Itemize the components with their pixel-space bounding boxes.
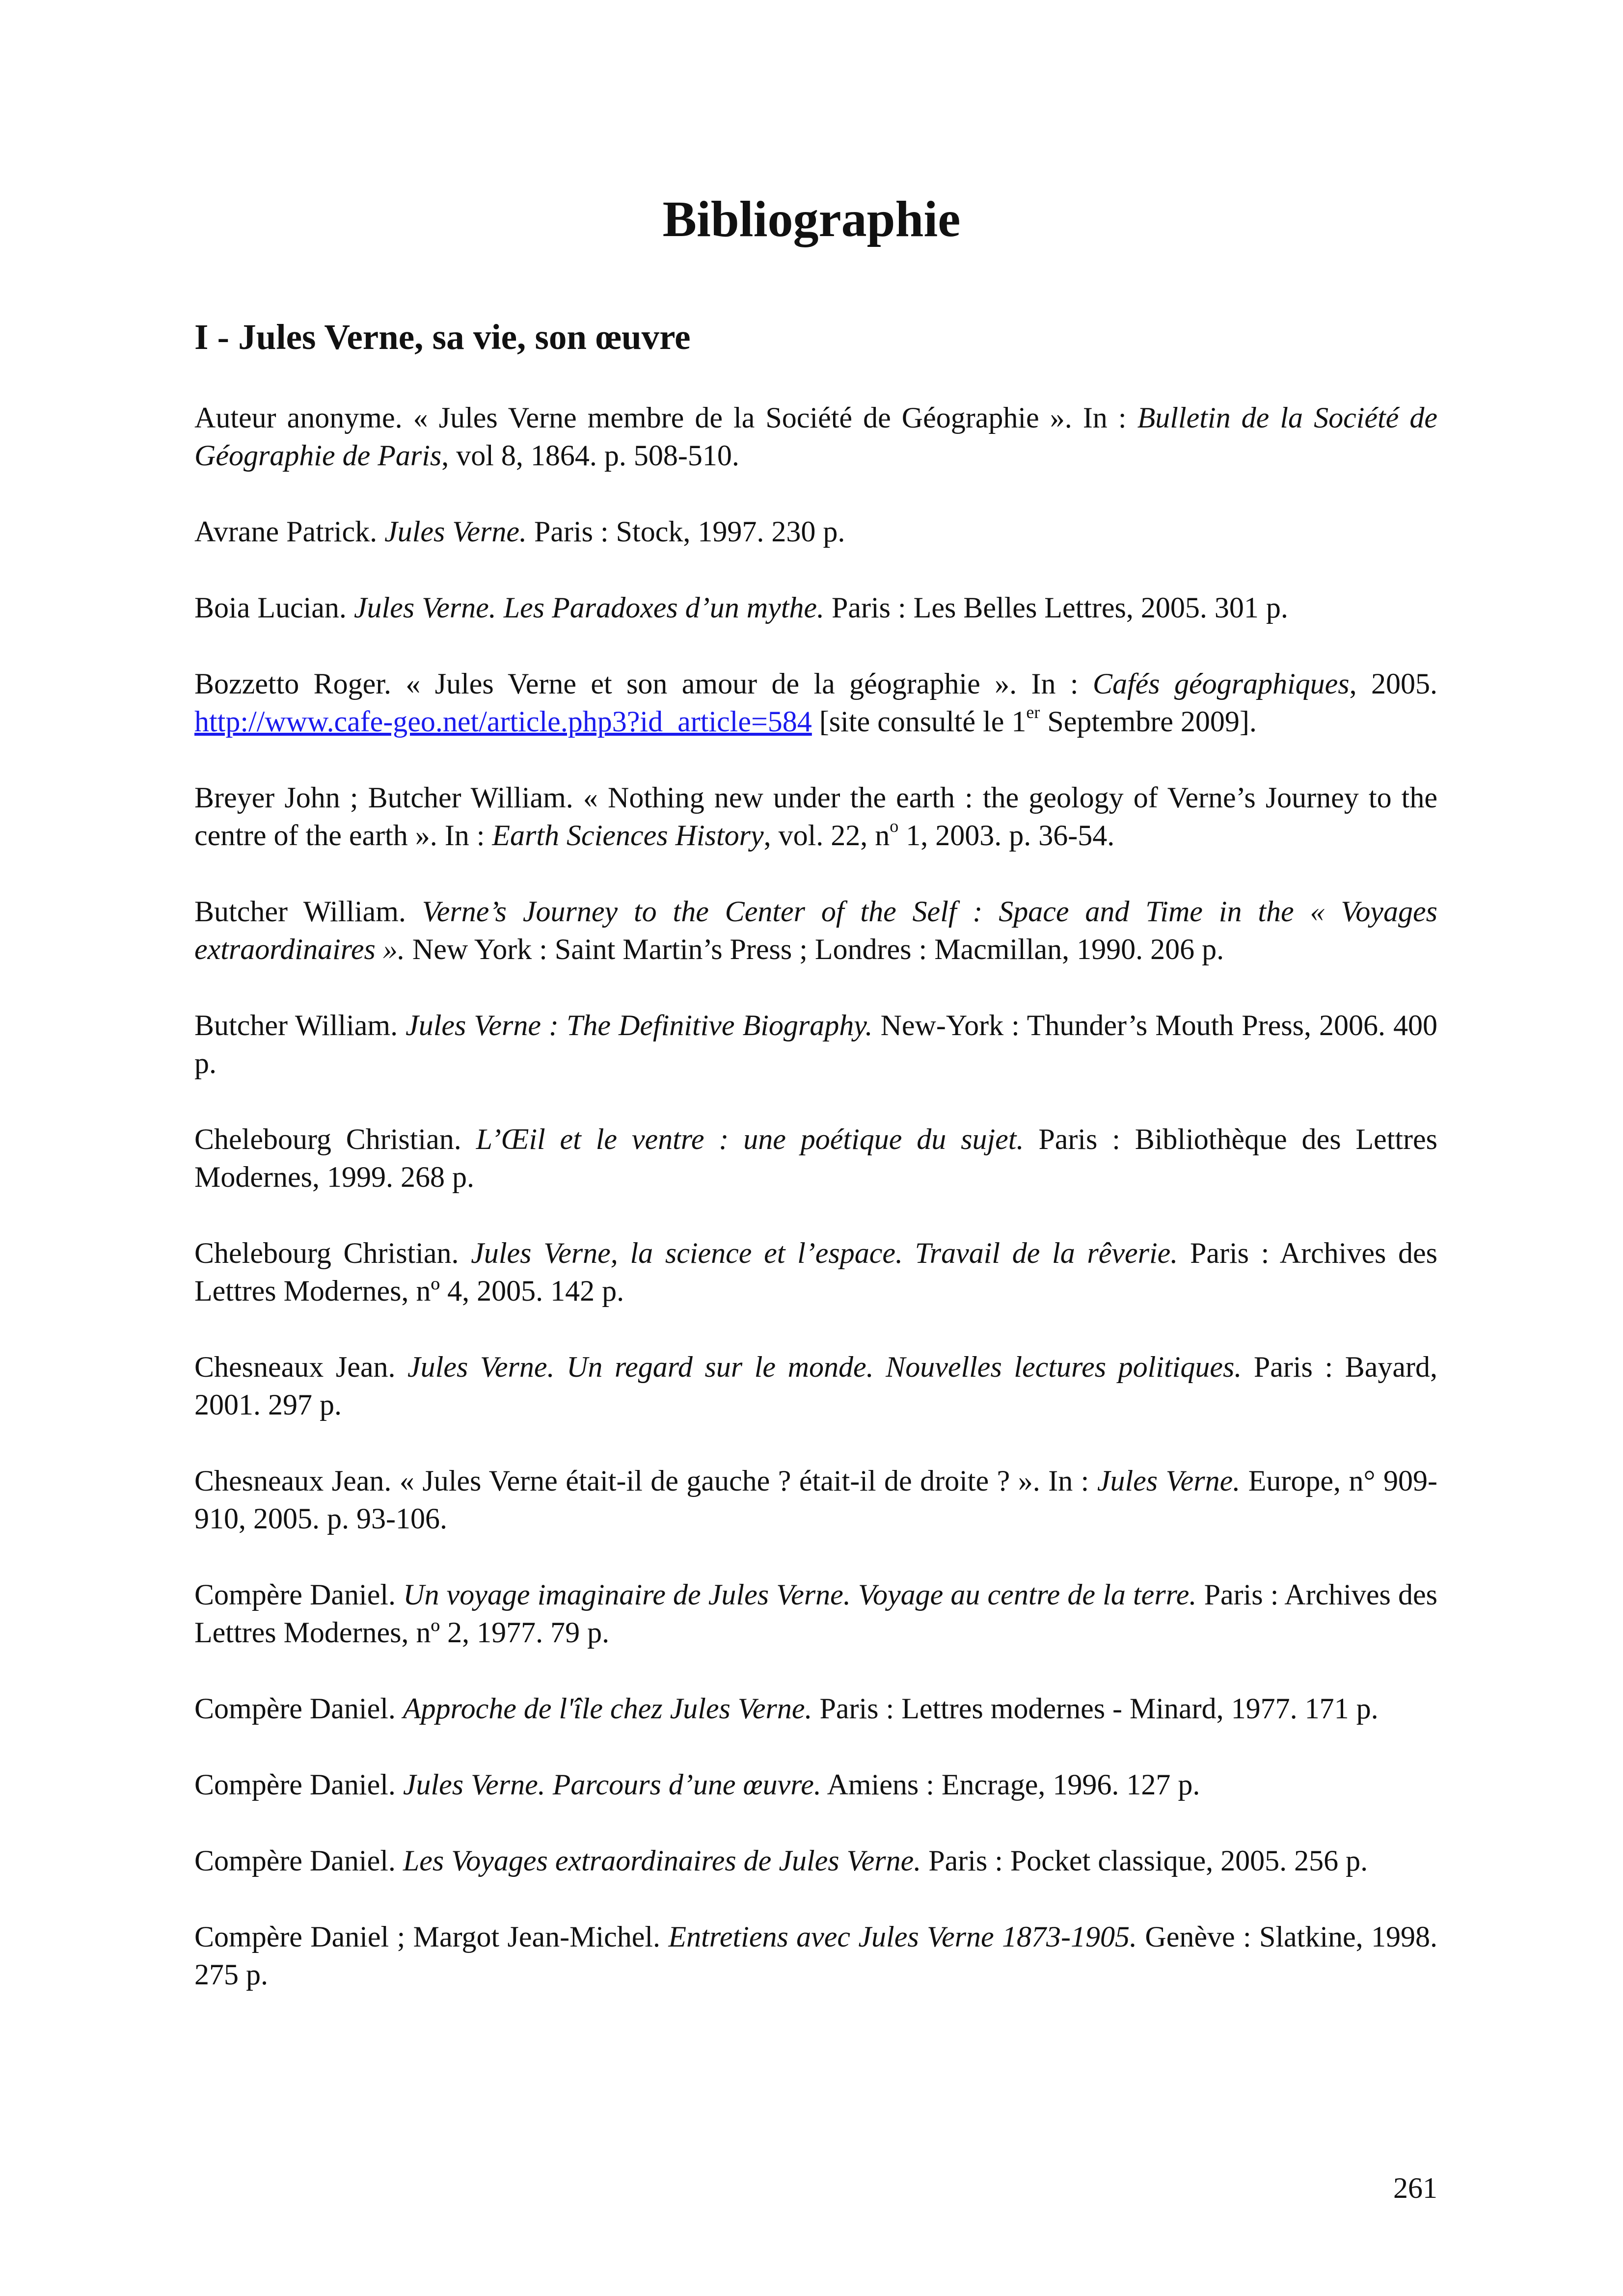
section-heading: I - Jules Verne, sa vie, son œuvre: [194, 317, 691, 357]
bibliography-entry: Compère Daniel. Un voyage imaginaire de Jules Verne. Voyage au centre de la terre. Paris : Archives des Lettres Modernes, nº 2, 1977. 79 p.: [194, 1578, 1437, 1649]
bibliography-entry: Chelebourg Christian. L’Œil et le ventre : une poétique du sujet. Paris : Bibliothèque des Lettres Modernes, 1999. 268 p.: [194, 1123, 1437, 1193]
bibliography-entry: Chelebourg Christian. Jules Verne, la science et l’espace. Travail de la rêverie. Paris : Archives des Lettres Modernes, nº 4, 2005. 142 p.: [194, 1237, 1437, 1307]
bibliography-entry: Compère Daniel. Jules Verne. Parcours d’une œuvre. Amiens : Encrage, 1996. 127 p.: [194, 1768, 1200, 1801]
bibliography-entry: Butcher William. Verne’s Journey to the Center of the Self : Space and Time in the « Voyages extraordinaires ». New York : Saint Martin’s Press ; Londres : Macmillan, 1990. 206 p.: [194, 895, 1437, 965]
bibliography-entry: Chesneaux Jean. « Jules Verne était-il de gauche ? était-il de droite ? ». In : Jules Verne. Europe, n° 909-910, 2005. p. 93-106.: [194, 1465, 1437, 1535]
bibliography-entry: Boia Lucian. Jules Verne. Les Paradoxes d’un mythe. Paris : Les Belles Lettres, 2005. 301 p.: [194, 591, 1288, 624]
page-title: Bibliographie: [662, 191, 961, 247]
bibliography-entry: Chesneaux Jean. Jules Verne. Un regard sur le monde. Nouvelles lectures politiques. Paris : Bayard, 2001. 297 p.: [194, 1351, 1438, 1421]
bibliography-entry: Auteur anonyme. « Jules Verne membre de la Société de Géographie ». In : Bulletin de la Société de Géographie de Paris, vol 8, 1864. p. 508-510.: [194, 401, 1438, 472]
bibliography-entry: Breyer John ; Butcher William. « Nothing new under the earth : the geology of Verne’s Journey to the centre of the earth ». In : Earth Sciences History, vol. 22, $n^o$ 1, 2003. p. 36-54.: [194, 781, 1437, 852]
page-number: 261: [1393, 2172, 1437, 2204]
bibliography-entry: Compère Daniel ; Margot Jean-Michel. Entretiens avec Jules Verne 1873-1905. Genève : Slatkine, 1998. 275 p.: [194, 1921, 1437, 1991]
bibliography-entry: Bozzetto Roger. « Jules Verne et son amour de la géographie ». In : Cafés géographiques, 2005. http://www.cafe-geo.net/article.php3?id_article=584 [site consulté le 1er Septembre 2009].: [194, 667, 1438, 738]
bibliography-list: [194, 399, 1437, 2032]
bibliography-entry: Compère Daniel. Les Voyages extraordinaires de Jules Verne. Paris : Pocket classique, 2005. 256 p.: [194, 1844, 1368, 1877]
bibliography-entry: Butcher William. Jules Verne : The Definitive Biography. New-York : Thunder’s Mouth Press, 2006. 400 p.: [194, 1009, 1437, 1079]
cafe-geo-link[interactable]: http://www.cafe-geo.net/article.php3?id_article=584: [194, 705, 812, 738]
bibliography-entry: Avrane Patrick. Jules Verne. Paris : Stock, 1997. 230 p.: [194, 515, 845, 548]
bibliography-entry: Compère Daniel. Approche de l'île chez Jules Verne. Paris : Lettres modernes - Minard, 1977. 171 p.: [194, 1692, 1379, 1725]
